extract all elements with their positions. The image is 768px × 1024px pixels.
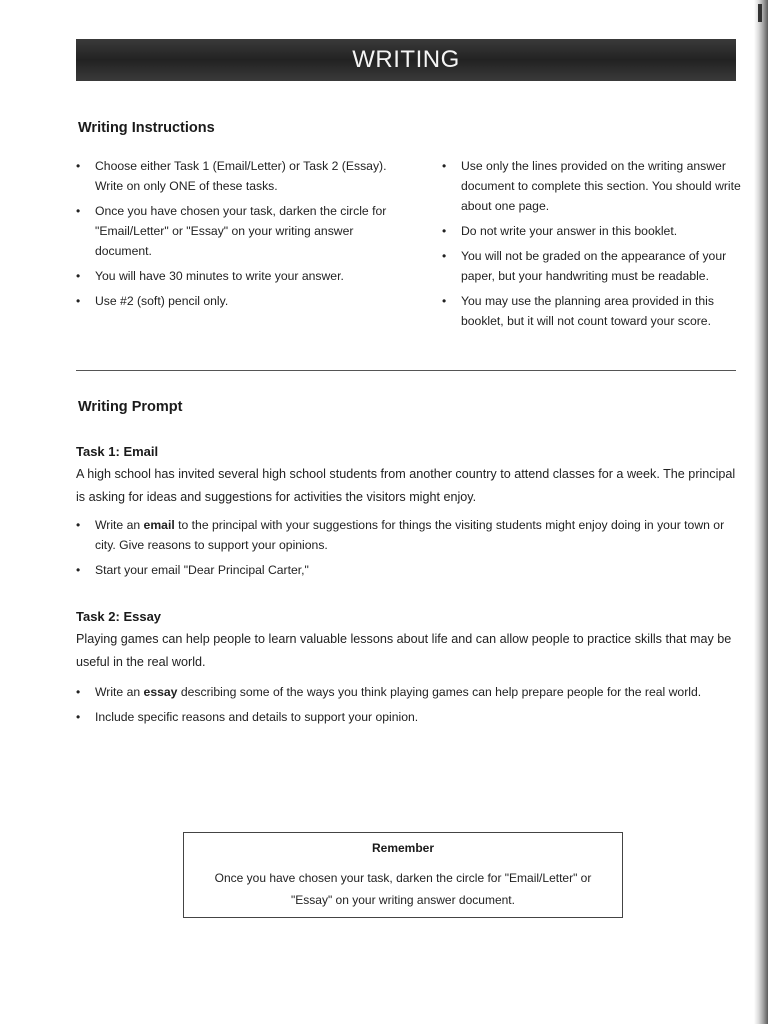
list-item-text: You will not be graded on the appearance of your paper, but your handwriting must be readable.: [461, 249, 727, 283]
bullet-icon: •: [76, 563, 81, 577]
task1-bullet-bold: email: [143, 518, 175, 532]
list-item: [76, 707, 736, 727]
banner-title: WRITING: [352, 46, 460, 73]
task2-heading: Task 2: Essay: [76, 609, 162, 624]
list-item: [76, 682, 736, 702]
instructions-left-column: [76, 156, 391, 336]
page-edge-mark: [758, 4, 762, 22]
task2-description: Playing games can help people to learn valuable lessons about life and can allow people to practice skills that may be useful in the real world.: [76, 632, 732, 669]
page-edge-shadow: [754, 0, 768, 1024]
task2-bullets: [76, 682, 736, 732]
task1-bullet-post: to the principal with your suggestions for things the visiting students might enjoy doing in your town or city. Give reasons to support your opinions.: [95, 518, 725, 552]
remember-title: Remember: [371, 841, 435, 855]
prompt-heading: Writing Prompt: [78, 399, 183, 415]
task1-description: A high school has invited several high school students from another country to attend classes for a week. The principal is asking for ideas and suggestions for activities the visitors might enjoy.: [76, 467, 736, 504]
list-item: [442, 221, 742, 241]
task1-heading: Task 1: Email: [76, 444, 159, 459]
list-item: [76, 560, 736, 580]
task2-bullet-post: describing some of the ways you think playing games can help prepare people for the real world.: [177, 685, 702, 699]
instructions-right-list: [442, 156, 742, 331]
list-item: [442, 246, 742, 286]
task1-bullet-pre: Write an: [95, 518, 144, 532]
list-item-text: Use only the lines provided on the writing answer document to complete this section. You should write about one page.: [461, 159, 741, 213]
bullet-icon: •: [442, 224, 447, 238]
list-item-text: You may use the planning area provided in this booklet, but it will not count toward your score.: [461, 294, 714, 328]
task2-bullet-2: Include specific reasons and details to support your opinion.: [95, 710, 419, 724]
instructions-left-list: [76, 156, 391, 311]
list-item-text: Use #2 (soft) pencil only.: [95, 294, 229, 308]
instructions-columns: [76, 156, 741, 336]
list-item-text: Choose either Task 1 (Email/Letter) or Task 2 (Essay). Write on only ONE of these tasks.: [95, 159, 387, 193]
list-item-text: You will have 30 minutes to write your answer.: [95, 269, 344, 283]
bullet-icon: •: [442, 294, 447, 308]
section-banner: [76, 39, 736, 81]
bullet-icon: •: [442, 249, 447, 263]
task2-bullet-bold: essay: [143, 685, 178, 699]
list-item: [76, 201, 391, 261]
task1-bullet-2: Start your email "Dear Principal Carter,": [95, 563, 309, 577]
list-item: [442, 156, 742, 216]
instructions-right-column: [442, 156, 742, 336]
list-item: [76, 156, 391, 196]
task2-bullet-pre: Write an: [95, 685, 144, 699]
bullet-icon: •: [76, 159, 81, 173]
list-item-text: Once you have chosen your task, darken the circle for "Email/Letter" or "Essay" on your writing answer document.: [95, 204, 387, 258]
list-item-text: Do not write your answer in this booklet.: [461, 224, 678, 238]
bullet-icon: •: [76, 710, 81, 724]
section-divider: [76, 370, 736, 371]
list-item: [442, 291, 742, 331]
remember-body: Once you have chosen your task, darken the circle for "Email/Letter" or "Essay" on your writing answer document.: [214, 871, 592, 907]
list-item: [76, 291, 391, 311]
bullet-icon: •: [76, 294, 81, 308]
bullet-icon: •: [76, 518, 81, 532]
bullet-icon: •: [76, 269, 81, 283]
remember-box: [183, 832, 623, 918]
task1-bullets: [76, 515, 736, 585]
bullet-icon: •: [76, 204, 81, 218]
bullet-icon: •: [442, 159, 447, 173]
bullet-icon: •: [76, 685, 81, 699]
instructions-heading: Writing Instructions: [78, 120, 215, 136]
list-item: [76, 515, 736, 555]
list-item: [76, 266, 391, 286]
